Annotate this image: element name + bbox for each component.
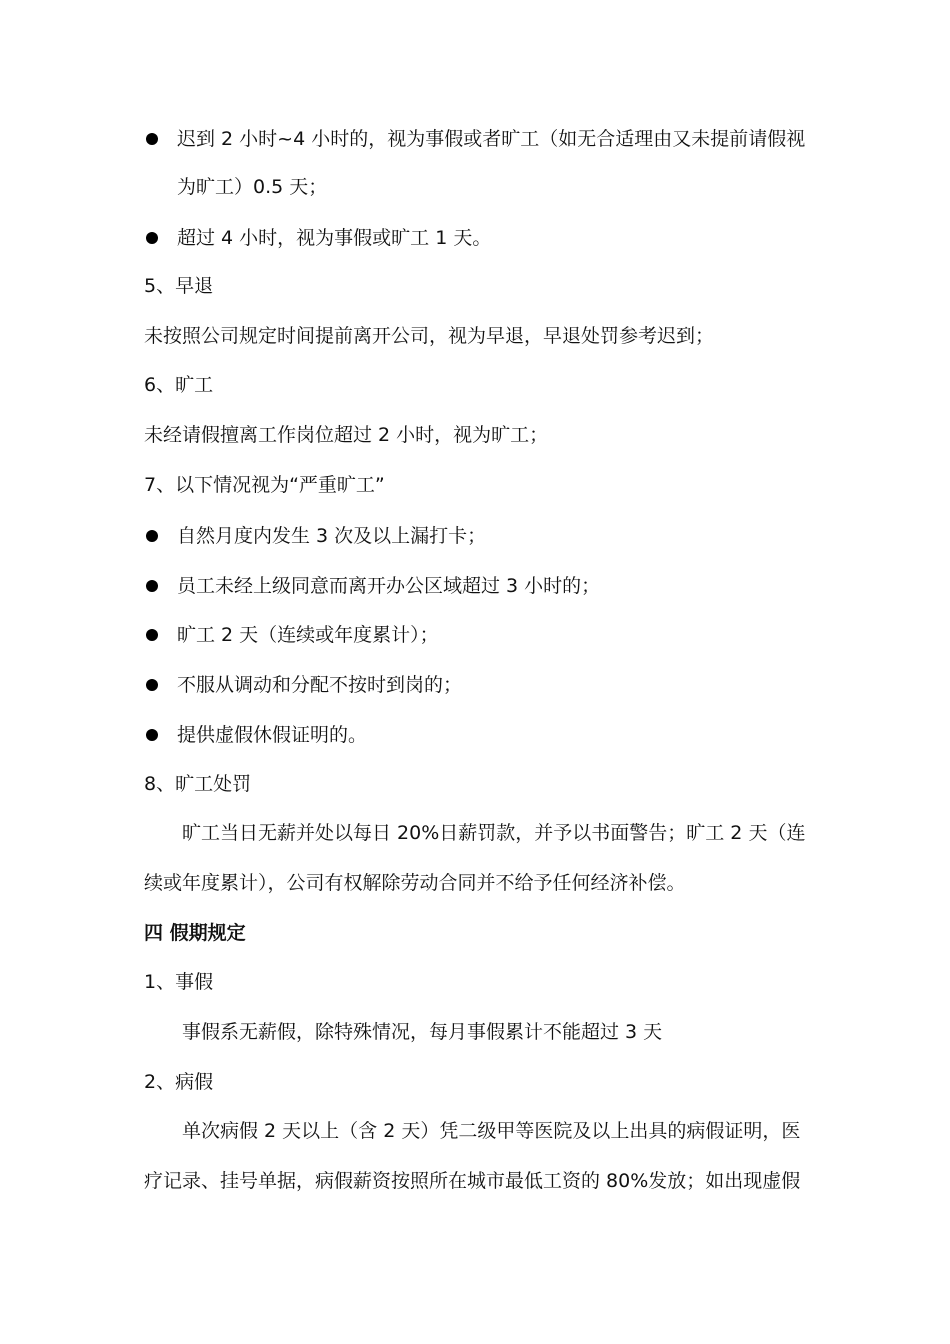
- bullet-icon: [146, 679, 158, 691]
- bullet-absent-2-days: 旷工 2 天（连续或年度累计）；: [177, 624, 439, 646]
- paragraph-sick-leave-line1: 单次病假 2 天以上（含 2 天）凭二级甲等医院及以上出具的病假证明，医: [182, 1120, 801, 1142]
- paragraph-penalty-line2: 续或年度累计），公司有权解除劳动合同并不给予任何经济补偿。: [144, 872, 686, 894]
- bullet-false-proof: 提供虚假休假证明的。: [177, 724, 368, 746]
- bullet-over-4h: 超过 4 小时，视为事假或旷工 1 天。: [177, 227, 492, 249]
- chapter-heading-leave-rules: 四 假期规定: [144, 922, 246, 944]
- bullet-icon: [146, 729, 158, 741]
- section-heading-sick-leave: 2、病假: [144, 1071, 214, 1093]
- section-heading-personal-leave: 1、事假: [144, 971, 214, 993]
- paragraph-early-leave: 未按照公司规定时间提前离开公司，视为早退，早退处罚参考迟到；: [144, 325, 715, 347]
- bullet-icon: [146, 580, 158, 592]
- bullet-icon: [146, 232, 158, 244]
- paragraph-sick-leave-line2: 疗记录、挂号单据，病假薪资按照所在城市最低工资的 80%发放；如出现虚假: [144, 1170, 801, 1192]
- section-heading-serious-absenteeism: 7、以下情况视为“严重旷工”: [144, 474, 385, 496]
- bullet-icon: [146, 629, 158, 641]
- bullet-missed-punch: 自然月度内发生 3 次及以上漏打卡；: [177, 525, 487, 547]
- bullet-leave-office: 员工未经上级同意而离开办公区域超过 3 小时的；: [177, 575, 601, 597]
- bullet-icon: [146, 530, 158, 542]
- bullet-disobey-assignment: 不服从调动和分配不按时到岗的；: [177, 674, 463, 696]
- bullet-icon: [146, 133, 158, 145]
- paragraph-personal-leave: 事假系无薪假，除特殊情况，每月事假累计不能超过 3 天: [182, 1021, 663, 1043]
- bullet-late-2-4h-line1: 迟到 2 小时~4 小时的，视为事假或者旷工（如无合适理由又未提前请假视: [177, 128, 806, 150]
- section-heading-absenteeism: 6、旷工: [144, 374, 214, 396]
- section-heading-early-leave: 5、早退: [144, 275, 214, 297]
- bullet-late-2-4h-line2: 为旷工）0.5 天；: [177, 176, 328, 198]
- section-heading-absenteeism-penalty: 8、旷工处罚: [144, 773, 252, 795]
- paragraph-absenteeism: 未经请假擅离工作岗位超过 2 小时，视为旷工；: [144, 424, 549, 446]
- paragraph-penalty-line1: 旷工当日无薪并处以每日 20%日薪罚款，并予以书面警告；旷工 2 天（连: [182, 822, 806, 844]
